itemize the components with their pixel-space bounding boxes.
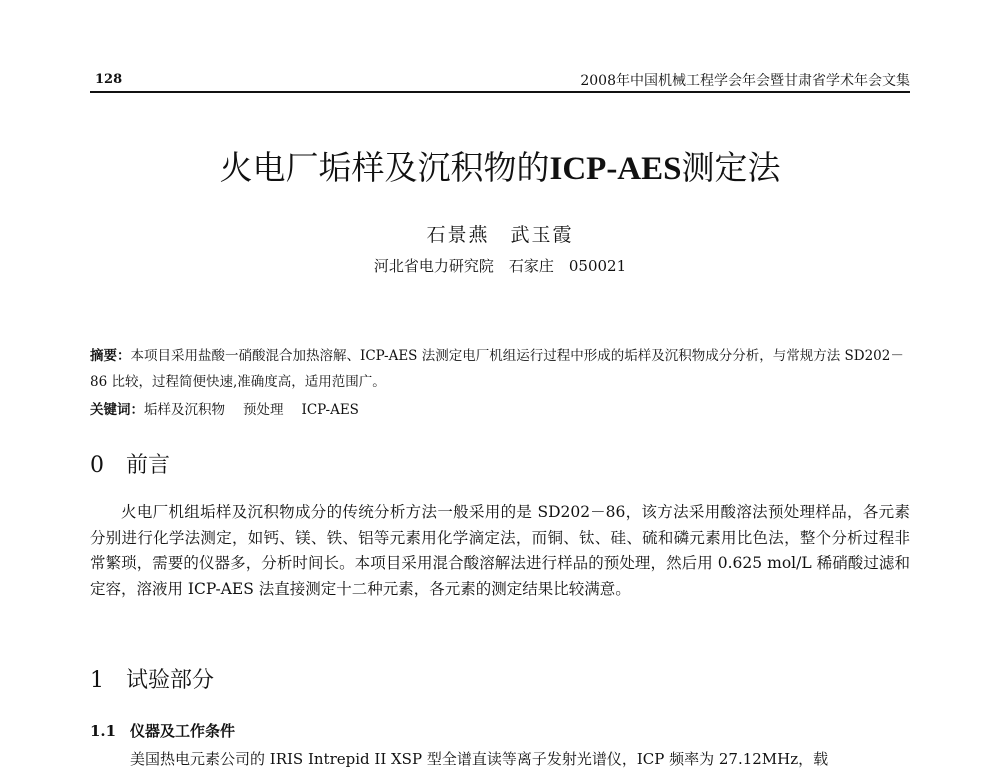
running-header: 2008年中国机械工程学会年会暨甘肃省学术年会文集 bbox=[580, 73, 910, 89]
section-number: 0 bbox=[90, 453, 104, 478]
title-prefix: 火电厂垢样及沉积物的 bbox=[219, 148, 550, 187]
keyword-item: ICP-AES bbox=[301, 402, 359, 418]
keyword-item: 预处理 bbox=[243, 402, 284, 418]
title-latin: ICP-AES bbox=[549, 151, 682, 187]
section-heading-experiment bbox=[90, 663, 214, 694]
truncated-body-line: 美国热电元素公司的 IRIS Intrepid II XSP 型全谱直读等离子发射光谱仪，ICP 频率为 27.12MHz，载 bbox=[130, 750, 829, 768]
page-number: 128 bbox=[95, 72, 123, 87]
subsection-title: 仪器及工作条件 bbox=[130, 722, 236, 740]
keyword-item: 垢样及沉积物 bbox=[144, 402, 225, 418]
abstract-label: 摘要： bbox=[90, 348, 131, 364]
keywords-label: 关键词： bbox=[90, 402, 144, 418]
keywords bbox=[90, 398, 377, 418]
section-title: 前言 bbox=[126, 453, 171, 478]
header-rule bbox=[90, 91, 910, 93]
affiliation: 河北省电力研究院 石家庄 050021 bbox=[373, 257, 627, 275]
subsection-number: 1.1 bbox=[90, 722, 117, 740]
paper-title bbox=[0, 142, 1000, 189]
section-number: 1 bbox=[90, 668, 104, 693]
abstract bbox=[90, 343, 910, 395]
abstract-text: 本项目采用盐酸一硝酸混合加热溶解、ICP-AES 法测定电厂机组运行过程中形成的垢样及沉积物成分分析，与常规方法 SD202－86 比较，过程简便快速,准确度高，适用范围广。 bbox=[90, 348, 904, 390]
subsection-heading bbox=[90, 720, 235, 741]
section-title: 试验部分 bbox=[126, 668, 215, 693]
section-heading-preface bbox=[90, 448, 170, 479]
title-suffix: 测定法 bbox=[681, 148, 781, 187]
intro-paragraph: 火电厂机组垢样及沉积物成分的传统分析方法一般采用的是 SD202－86，该方法采用酸溶法预处理样品，各元素分别进行化学法测定，如钙、镁、铁、铝等元素用化学滴定法，而铜、钛、硅、硫和磷元素用比色法，整个分析过程非常繁琐，需要的仪器多，分析时间长。本项目采用混合酸溶解法进行样品的预处理，然后用 0.625 mol/L 稀硝酸过滤和定容，溶液用 ICP-AES 法直接测定十二种元素，各元素的测定结果比较满意。 bbox=[90, 503, 910, 598]
authors: 石景燕 武玉霞 bbox=[426, 224, 574, 246]
